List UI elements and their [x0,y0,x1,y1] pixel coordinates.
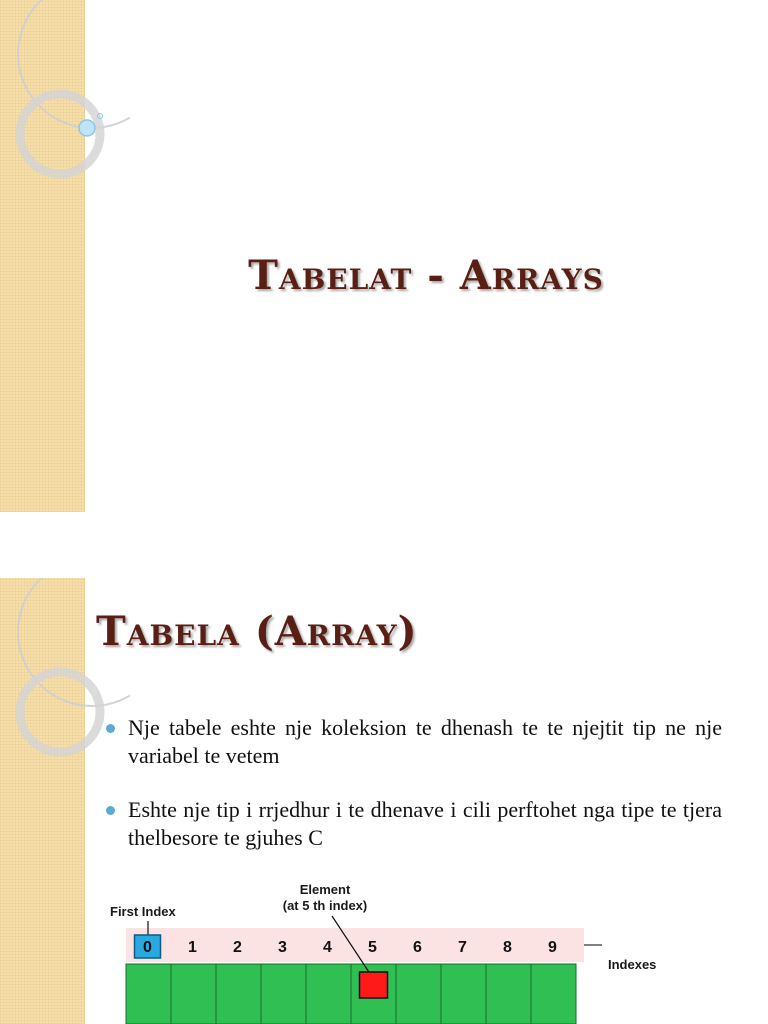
index-label: 1 [188,939,197,956]
slide-array [0,578,768,1024]
first-index-label: First Index [110,904,176,919]
bullet-item [104,714,722,770]
bullet-text: Eshte nje tip i rrjedhur i te dhenave i cili perftohet nga tipe te tjera thelbesore te gjuhes C [128,797,722,850]
array-cell [531,964,576,1024]
index-label: 0 [143,939,152,956]
array-cell [306,964,351,1024]
element-index-label: (at 5 th index) [282,898,368,913]
array-diagram [100,874,700,1024]
array-cell [261,964,306,1024]
bullet-item [104,796,722,852]
index-label: 6 [413,939,422,956]
array-cell [441,964,486,1024]
index-label: 3 [278,939,287,956]
highlighted-element [360,972,388,998]
bubble-icon [79,120,95,136]
index-label: 9 [548,939,557,956]
decorative-circles [0,0,130,260]
index-label: 2 [233,939,242,956]
array-marks [126,916,602,1024]
index-label: 4 [323,939,332,956]
index-label: 7 [458,939,467,956]
array-cell [126,964,171,1024]
slide-title: Tabela (Array) [96,608,418,655]
bullet-text: Nje tabele eshte nje koleksion te dhenash te te njejtit tip ne nje variabel te vetem [128,715,722,768]
array-cell [171,964,216,1024]
bullet-dot-icon [106,724,115,733]
indexes-label: Indexes [608,957,657,972]
array-cell [486,964,531,1024]
array-cell [216,964,261,1024]
bullet-dot-icon [106,806,115,815]
presentation-title: Tabelat - Arrays [248,252,604,299]
element-label: Element [299,882,351,897]
index-label: 5 [368,939,377,956]
index-label: 8 [503,939,512,956]
bullet-list [104,714,722,878]
array-cell [396,964,441,1024]
